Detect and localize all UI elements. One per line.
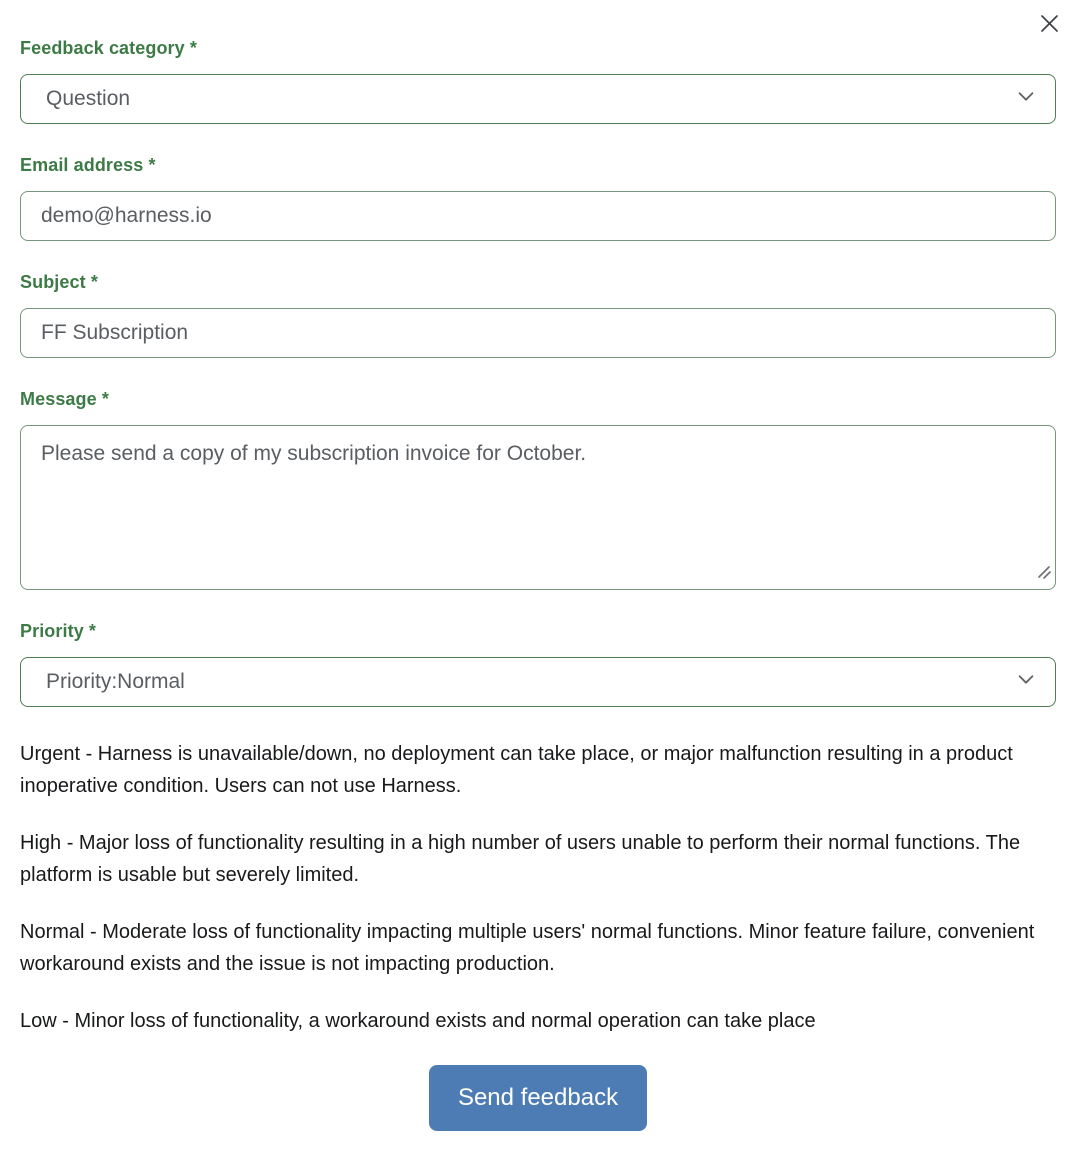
field-message (20, 389, 1056, 590)
priority-value: Priority:Normal (46, 670, 185, 693)
email-label: Email address * (20, 155, 156, 175)
priority-description-urgent: Urgent - Harness is unavailable/down, no deployment can take place, or major malfunction resulting in a product inoperative condition. Users can not use Harness. (20, 743, 1013, 797)
feedback-category-label: Feedback category * (20, 38, 197, 58)
email-field[interactable] (20, 191, 1056, 241)
feedback-category-value: Question (46, 87, 131, 110)
chevron-down-icon (1015, 668, 1037, 696)
send-feedback-button[interactable]: Send feedback (429, 1065, 647, 1131)
close-button[interactable] (1036, 10, 1062, 36)
field-email (20, 155, 1056, 241)
field-feedback-category (20, 38, 1056, 124)
priority-description-low: Low - Minor loss of functionality, a workaround exists and normal operation can take place (20, 1010, 816, 1032)
field-priority (20, 621, 1056, 707)
priority-descriptions (20, 738, 1056, 1037)
priority-description-normal: Normal - Moderate loss of functionality impacting multiple users' normal functions. Minor feature failure, convenient workaround exists and the issue is not impacting production. (20, 921, 1035, 975)
feedback-category-select[interactable] (20, 74, 1056, 124)
message-field[interactable] (20, 425, 1056, 590)
subject-field[interactable] (20, 308, 1056, 358)
priority-label: Priority * (20, 621, 97, 641)
chevron-down-icon (1015, 85, 1037, 113)
message-label: Message * (20, 389, 109, 409)
submit-row (20, 1065, 1056, 1131)
close-icon (1040, 14, 1059, 33)
priority-description-high: High - Major loss of functionality resulting in a high number of users unable to perform their normal functions. The platform is usable but severely limited. (20, 832, 1021, 886)
subject-label: Subject * (20, 272, 98, 292)
priority-select[interactable] (20, 657, 1056, 707)
field-subject (20, 272, 1056, 358)
